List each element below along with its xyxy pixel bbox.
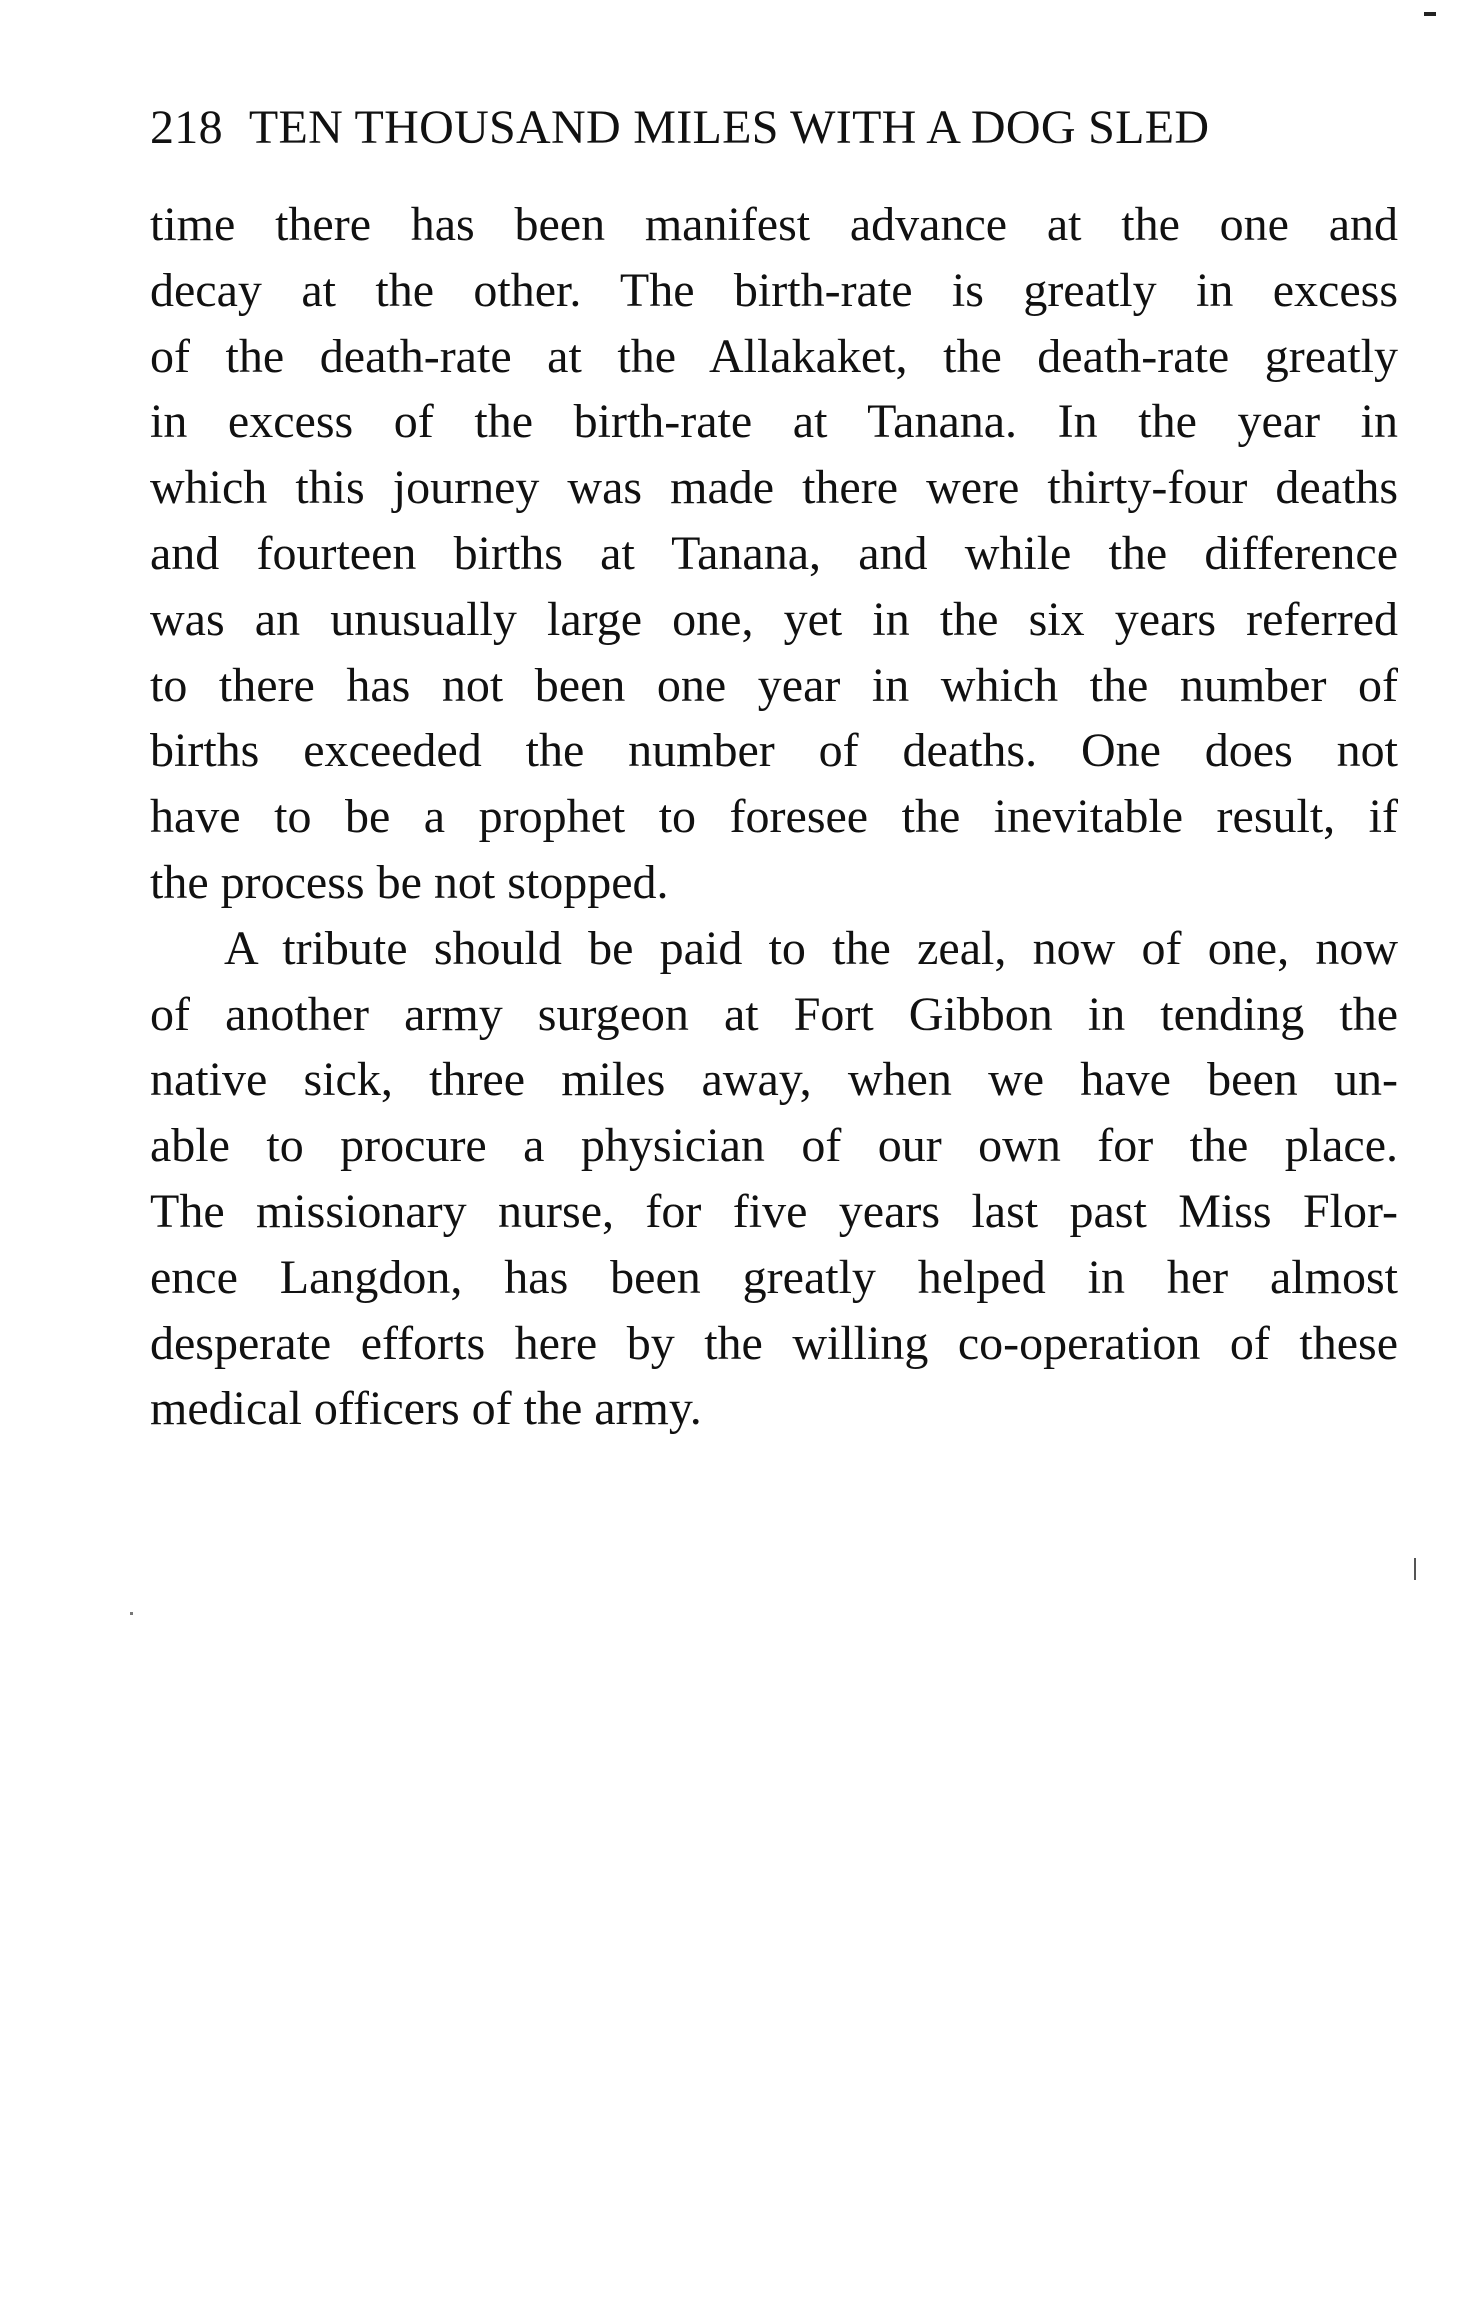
scan-speck	[1414, 1558, 1416, 1580]
text-line: which this journey was made there were thirty-four deaths	[150, 461, 1398, 515]
text-line: A tribute should be paid to the zeal, now of one, now	[224, 921, 1398, 975]
text-line: and fourteen births at Tanana, and while the difference	[150, 526, 1398, 580]
text-line: in excess of the birth-rate at Tanana. In the year in	[150, 395, 1398, 449]
text-line: native sick, three miles away, when we have been un-	[150, 1053, 1398, 1107]
page-number: 218	[150, 101, 223, 154]
text-line: time there has been manifest advance at the one and	[150, 198, 1398, 251]
text-line: was an unusually large one, yet in the six years referred	[150, 592, 1398, 646]
scan-speck	[1424, 12, 1436, 16]
running-head	[150, 98, 1400, 158]
running-title: TEN THOUSAND MILES WITH A DOG SLED	[248, 101, 1210, 154]
scan-speck	[130, 1612, 133, 1615]
text-line: decay at the other. The birth-rate is greatly in excess	[150, 263, 1398, 317]
text-line: ence Langdon, has been greatly helped in her almost	[150, 1250, 1398, 1304]
text-line: The missionary nurse, for five years last past Miss Flor-	[150, 1184, 1398, 1238]
text-line: desperate efforts here by the willing co-operation of these	[150, 1316, 1398, 1370]
paragraph-1	[150, 192, 1398, 916]
text-line: able to procure a physician of our own for the place.	[150, 1119, 1398, 1173]
text-line: births exceeded the number of deaths. One does not	[150, 724, 1398, 778]
paragraph-2	[150, 916, 1398, 1442]
text-line: the process be not stopped.	[150, 855, 669, 909]
text-line: to there has not been one year in which the number of	[150, 658, 1398, 712]
text-line: medical officers of the army.	[150, 1382, 702, 1436]
text-line: have to be a prophet to foresee the inevitable result, if	[150, 790, 1398, 844]
text-line: of the death-rate at the Allakaket, the death-rate greatly	[150, 329, 1398, 383]
body-text	[150, 192, 1398, 1442]
text-line: of another army surgeon at Fort Gibbon in tending the	[150, 987, 1398, 1041]
